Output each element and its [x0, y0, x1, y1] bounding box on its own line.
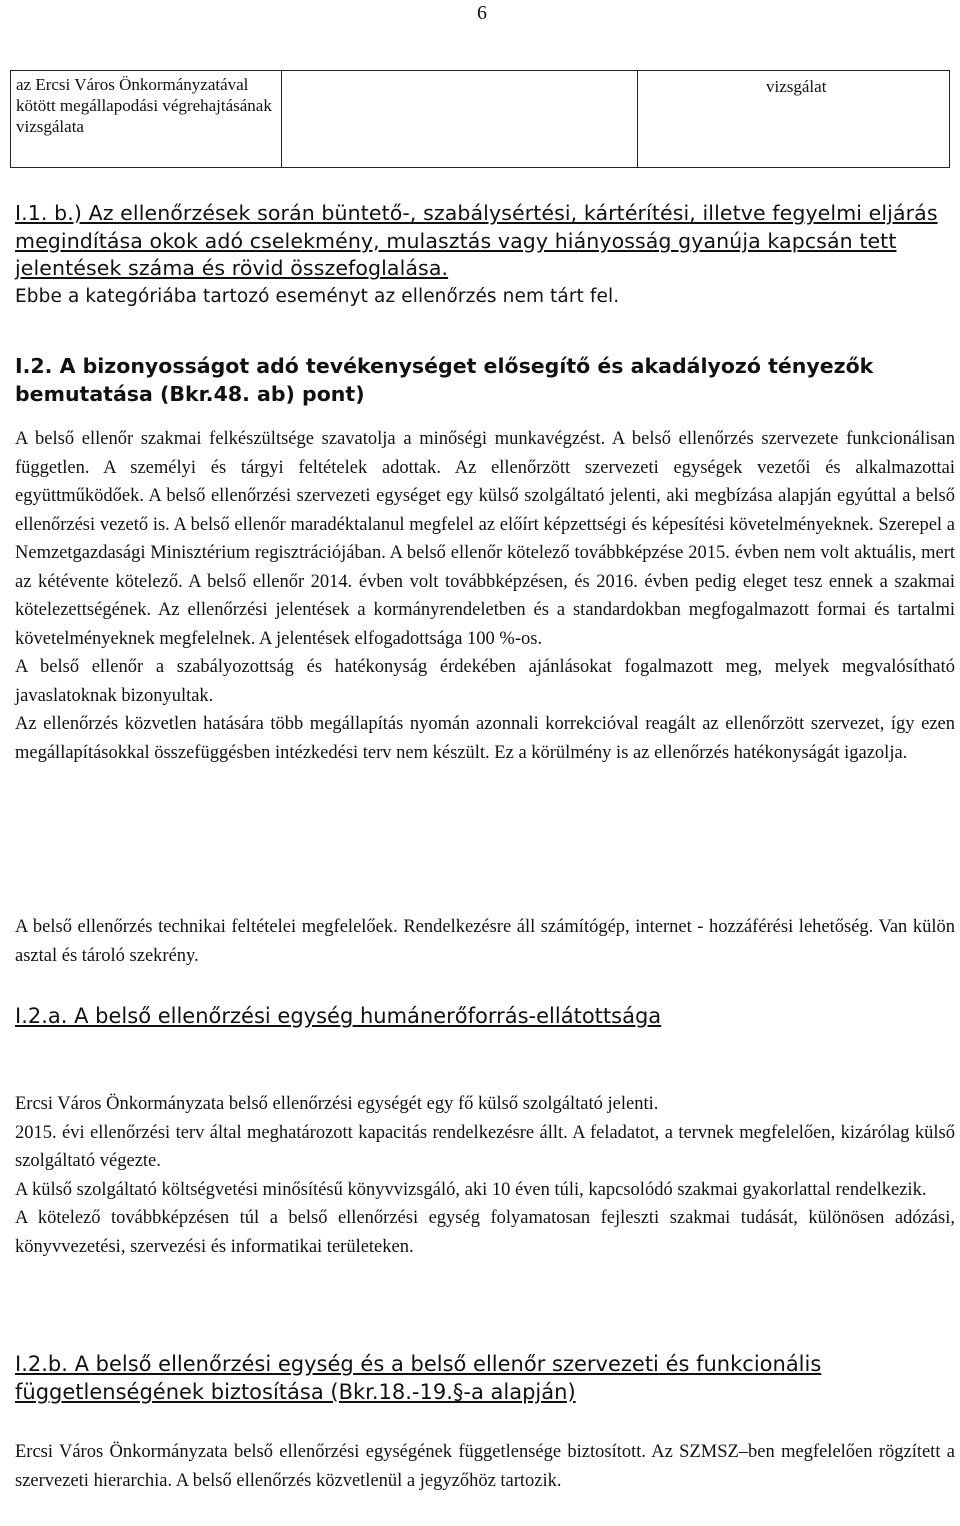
header-left-cell: az Ercsi Város Önkormányzatával kötött megállapodási végrehajtásának vizsgálata	[11, 71, 282, 168]
page-number: 6	[477, 2, 487, 24]
section-i1b-body: Ebbe a kategóriába tartozó eseményt az ellenőrzés nem tárt fel.	[15, 285, 620, 307]
header-right-cell: vizsgálat	[638, 71, 950, 168]
section-i2-paragraph-4: A belső ellenőrzés technikai feltételei megfelelőek. Rendelkezésre áll számítógép, internet - hozzáférési lehetőség. Van külön asztal és tároló szekrény.	[15, 917, 955, 966]
section-i2a-body	[15, 1090, 955, 1261]
section-i2-paragraph-2: A belső ellenőr a szabályozottság és hatékonyság érdekében ajánlásokat fogalmazott meg, melyek megvalósítható javaslatoknak bizonyultak.	[15, 657, 955, 706]
section-i2a-paragraph-2: 2015. évi ellenőrzési terv által meghatározott kapacitás rendelkezésre állt. A feladatot, a tervnek megfelelően, kizárólag külső szolgáltató végezte.	[15, 1122, 955, 1171]
section-i1b-heading: I.1. b.) Az ellenőrzések során büntető-, szabálysértési, kártérítési, illetve fegyelmi eljárás megindítása okok adó cselekmény, mulasztás vagy hiányosság gyanúja kapcsán tett jelentések száma és rövid összefoglalása.	[15, 201, 938, 280]
header-middle-cell	[282, 71, 638, 168]
section-i2-paragraph-1: A belső ellenőr szakmai felkészültsége szavatolja a minőségi munkavégzést. A belső ellenőrzés szervezete funkcionálisan független. A személyi és tárgyi feltételek adottak. Az ellenőrzött szervezeti egységek vezetői és alkalmazottai együttműködőek. A belső ellenőrzési szervezeti egységet egy külső szolgáltató jelenti, aki megbízása alapján egyúttal a belső ellenőrzési vezető is. A belső ellenőr maradéktalanul megfelel az előírt képzettségi és képesítési követelményeknek. Szerepel a Nemzetgazdasági Minisztérium regisztrációjában. A belső ellenőr kötelező továbbképzése 2015. évben nem volt aktuális, mert az kétévente kötelező. A belső ellenőr 2014. évben volt továbbképzésen, és 2016. évben pedig eleget tesz ennek a szakmai kötelezettségének. Az ellenőrzési jelentések a kormányrendeletben és a standardokban megfogalmazott formai és tartalmi követelményeknek megfelelnek. A jelentések elfogadottsága 100 %-os.	[15, 429, 955, 649]
section-i2a-paragraph-4: A kötelező továbbképzésen túl a belső ellenőrzési egység folyamatosan fejleszti szakmai tudását, különösen adózási, könyvvezetési, szervezési és informatikai területeken.	[15, 1208, 955, 1257]
section-i2b-paragraph-1: Ercsi Város Önkormányzata belső ellenőrzési egységének függetlensége biztosított. Az SZMSZ–ben megfelelően rögzített a szervezeti hierarchia. A belső ellenőrzés közvetlenül a jegyzőhöz tartozik.	[15, 1442, 955, 1491]
section-i2a-paragraph-1: Ercsi Város Önkormányzata belső ellenőrzési egységét egy fő külső szolgáltató jelenti.	[15, 1094, 659, 1114]
section-i2a-paragraph-3: A külső szolgáltató költségvetési minősítésű könyvvizsgáló, aki 10 éven túli, kapcsolódó szakmai gyakorlattal rendelkezik.	[15, 1179, 927, 1200]
section-i2a-heading: I.2.a. A belső ellenőrzési egység humánerőforrás-ellátottsága	[15, 1004, 662, 1028]
section-i1b	[15, 200, 955, 310]
section-i2-body	[15, 425, 955, 767]
section-i2-heading: I.2. A bizonyosságot adó tevékenységet elősegítő és akadályozó tényezők bemutatása (Bkr.48. ab) pont)	[15, 354, 874, 406]
header-table	[10, 70, 950, 168]
section-i2b-heading: I.2.b. A belső ellenőrzési egység és a belső ellenőr szervezeti és funkcionális függetlenségének biztosítása (Bkr.18.-19.§-a alapján)	[15, 1352, 822, 1404]
section-i2-paragraph-3: Az ellenőrzés közvetlen hatására több megállapítás nyomán azonnali korrekcióval reagált az ellenőrzött szervezet, így ezen megállapításokkal összefüggésben intézkedési terv nem készült. Ez a körülmény is az ellenőrzés hatékonyságát igazolja.	[15, 714, 955, 763]
